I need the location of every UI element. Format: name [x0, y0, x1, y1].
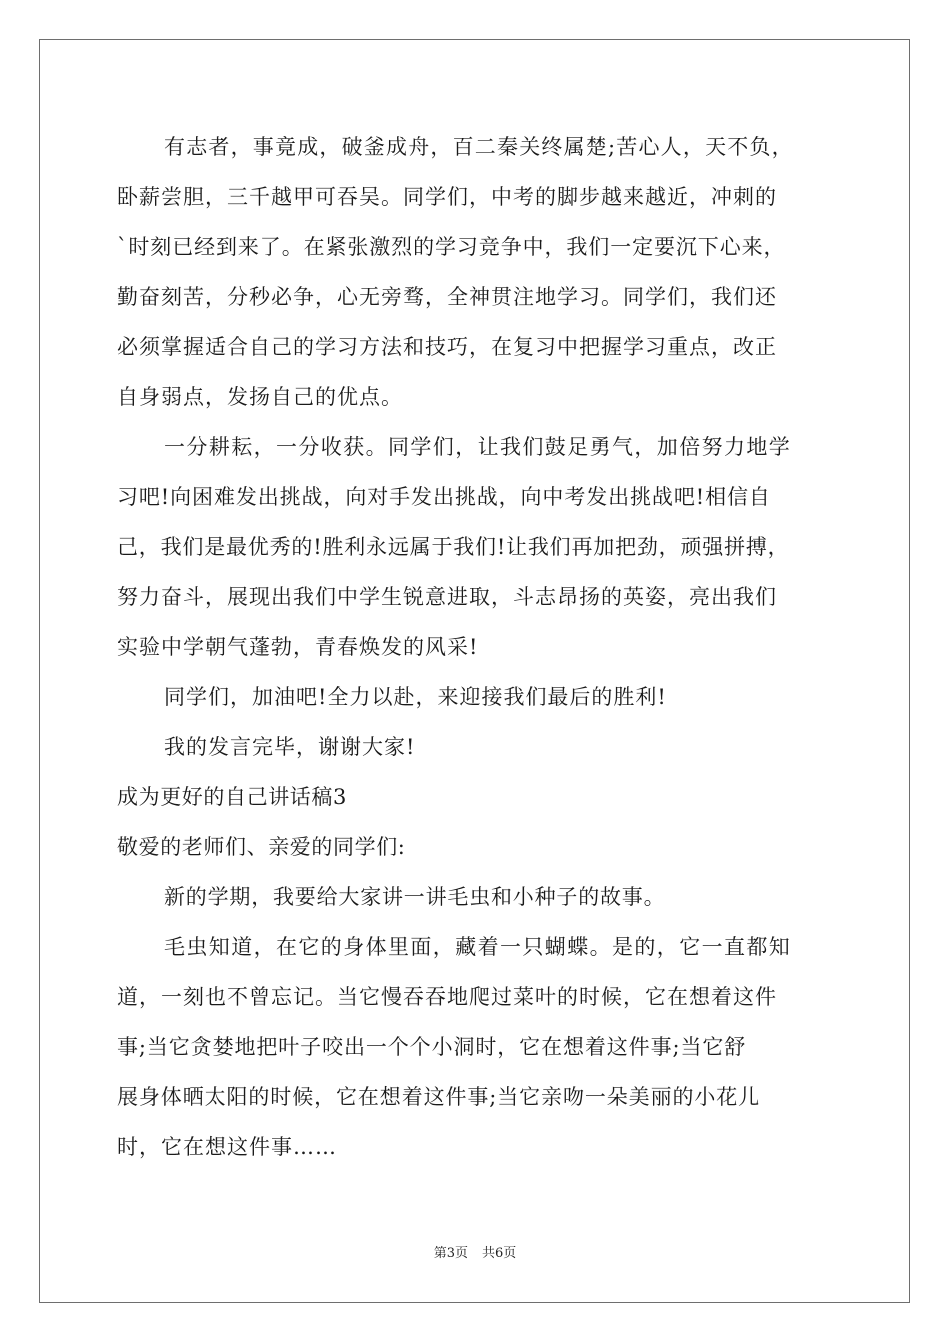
section-heading: 成为更好的自己讲话稿3: [117, 785, 347, 809]
page-footer: [0, 1246, 950, 1262]
text-line: 有志者，事竟成，破釜成舟，百二秦关终属楚;苦心人，天不负，: [164, 135, 794, 159]
text-line: 勤奋刻苦，分秒必争，心无旁骛，全神贯注地学习。同学们，我们还: [117, 285, 777, 309]
text-line: `时刻已经到来了。在紧张激烈的学习竞争中，我们一定要沉下心来，: [117, 235, 786, 259]
text-line: 实验中学朝气蓬勃，青春焕发的风采!: [117, 635, 479, 659]
text-line: 习吧!向困难发出挑战，向对手发出挑战，向中考发出挑战吧!相信自: [117, 485, 771, 509]
text-line: 毛虫知道，在它的身体里面，藏着一只蝴蝶。是的，它一直都知: [164, 935, 792, 959]
text-line: 新的学期，我要给大家讲一讲毛虫和小种子的故事。: [164, 885, 666, 909]
page-border: [39, 39, 910, 1303]
text-line: 我的发言完毕，谢谢大家!: [164, 735, 416, 759]
text-line: 卧薪尝胆，三千越甲可吞吴。同学们，中考的脚步越来越近，冲刺的: [117, 185, 777, 209]
text-line: 时，它在想这件事……: [117, 1135, 337, 1159]
text-line: 展身体晒太阳的时候，它在想着这件事;当它亲吻一朵美丽的小花儿: [117, 1085, 761, 1109]
text-line: 一分耕耘，一分收获。同学们，让我们鼓足勇气，加倍努力地学: [164, 435, 792, 459]
text-line: 道，一刻也不曾忘记。当它慢吞吞地爬过菜叶的时候，它在想着这件: [117, 985, 777, 1009]
page-number: 第3页: [433, 1246, 468, 1261]
text-line: 努力奋斗，展现出我们中学生锐意进取，斗志昂扬的英姿，亮出我们: [117, 585, 777, 609]
text-line: 同学们，加油吧!全力以赴，来迎接我们最后的胜利!: [164, 685, 667, 709]
text-line: 自身弱点，发扬自己的优点。: [117, 385, 403, 409]
text-line: 己，我们是最优秀的!胜利永远属于我们!让我们再加把劲，顽强拼搏，: [117, 535, 790, 559]
page-total: 共6页: [482, 1246, 517, 1261]
text-line: 事;当它贪婪地把叶子咬出一个个小洞时，它在想着这件事;当它舒: [117, 1035, 747, 1059]
text-line: 必须掌握适合自己的学习方法和技巧，在复习中把握学习重点，改正: [117, 335, 777, 359]
salutation: 敬爱的老师们、亲爱的同学们:: [117, 835, 406, 859]
